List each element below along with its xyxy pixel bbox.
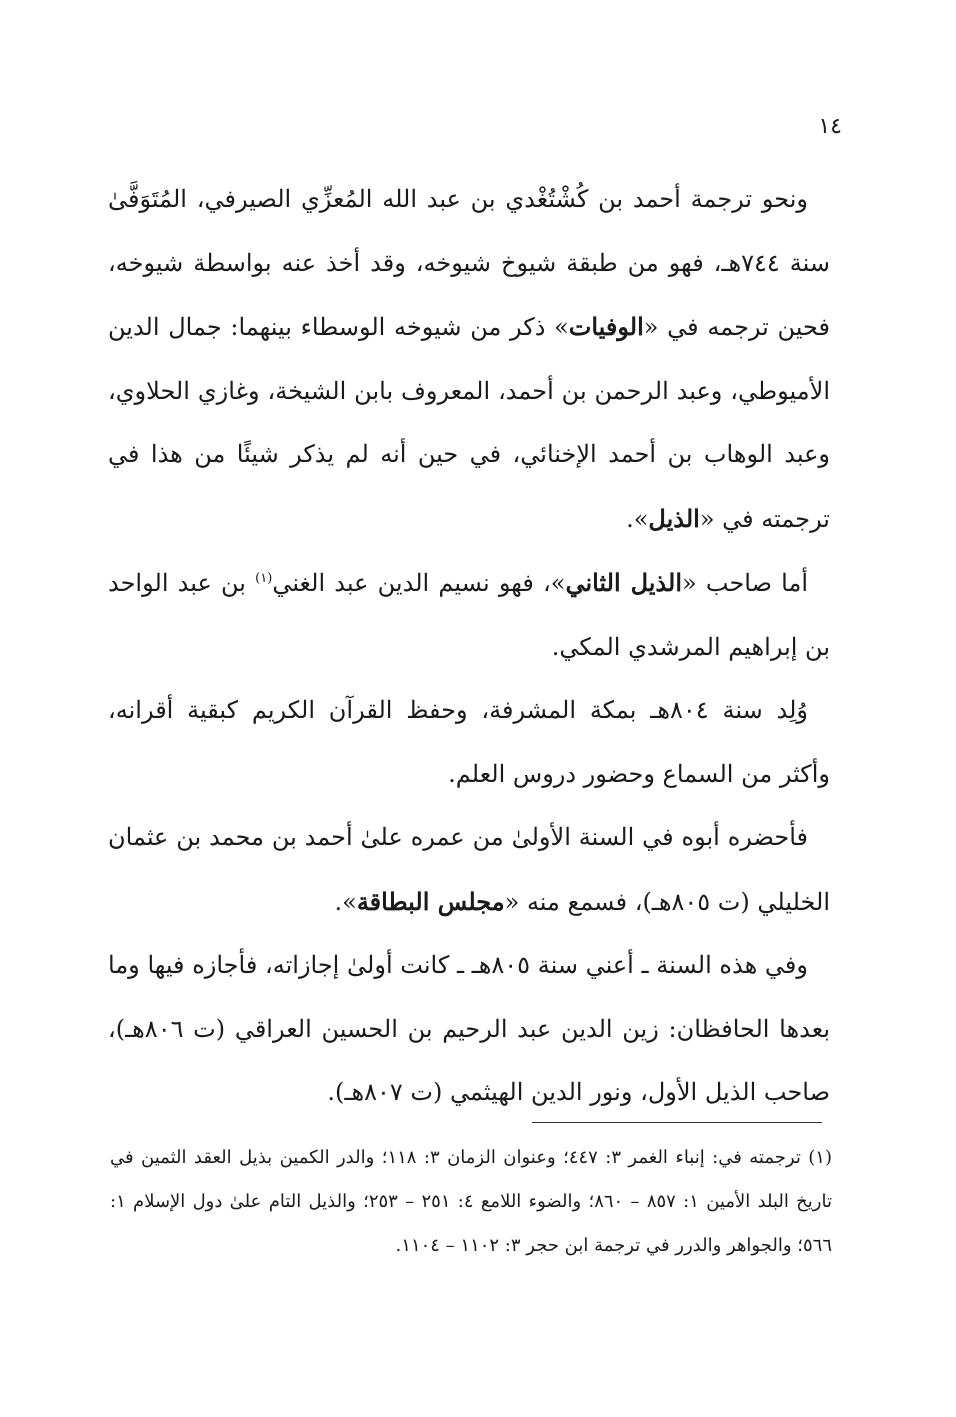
paragraph-1 <box>108 168 830 551</box>
footnotes <box>110 1136 832 1268</box>
paragraph-1-text-2: » ذكر من شيوخه الوسطاء بينهما: جمال الدين الأميوطي، وعبد الرحمن بن أحمد، المعروف بابن الشيخة، وغازي الحلاوي، وعبد الوهاب بن أحمد الإخنائي، في حين أنه لم يذكر شيئًا من هذا في ترجمته في « <box>108 313 830 533</box>
paragraph-2-text-3: بن عبد الواحد بن إبراهيم المرشدي المكي. <box>108 569 830 661</box>
page-number: ١٤ <box>818 114 842 139</box>
paragraph-4-text: فأحضره أبوه في السنة الأولىٰ من عمره علىٰ أحمد بن محمد بن عثمان الخليلي (ت ٨٠٥هـ)، فسمع منه « <box>108 823 830 916</box>
paragraph-5 <box>108 934 830 1125</box>
footnote-divider <box>532 1122 822 1123</box>
book-title-majlis: مجلس البطاقة <box>356 886 505 916</box>
paragraph-4-text-2: ». <box>334 887 357 916</box>
paragraph-4 <box>108 806 830 934</box>
paragraph-2 <box>108 551 830 679</box>
book-title-dhayl-thani: الذيل الثاني <box>565 568 683 597</box>
book-title-wafayat: الوفيات <box>568 312 644 341</box>
paragraph-3-text: وُلِد سنة ٨٠٤هـ بمكة المشرفة، وحفظ القرآن الكريم كبقية أقرانه، وأكثر من السماع وحضور دروس العلم. <box>108 696 830 788</box>
paragraph-1-text-3: ». <box>626 504 649 533</box>
footnote-marker[interactable]: (١) <box>255 571 273 586</box>
paragraph-3 <box>108 679 830 806</box>
paragraph-2-text-2: »، فهو نسيم الدين عبد الغني <box>272 569 566 597</box>
paragraph-2-text: أما صاحب « <box>682 569 809 597</box>
book-title-dhayl: الذيل <box>648 503 700 533</box>
paragraph-5-text: وفي هذه السنة ـ أعني سنة ٨٠٥هـ ـ كانت أولىٰ إجازاته، فأجازه فيها وما بعدها الحافظان: زين الدين عبد الرحيم بن الحسين العراقي (ت ٨٠٦هـ)، صاحب الذيل الأول، ونور الدين الهيثمي (ت ٨٠٧هـ). <box>108 951 830 1106</box>
paragraph-1-text: ونحو ترجمة أحمد بن كُشْتُغْدي بن عبد الله المُعزِّي الصيرفي، المُتَوَفَّىٰ سنة ٧٤٤هـ، فهو من طبقة شيوخ شيوخه، وقد أخذ عنه بواسطة شيوخه، فحين ترجمه في « <box>108 185 831 341</box>
main-text <box>108 168 830 1125</box>
footnote-1: (١) ترجمته في: إنباء الغمر ٣: ٤٤٧؛ وعنوان الزمان ٣: ١١٨؛ والدر الكمين بذيل العقد الثمين في تاريخ البلد الأمين ١: ٨٥٧ – ٨٦٠؛ والضوء اللامع ٤: ٢٥١ – ٢٥٣؛ والذيل التام علىٰ دول الإسلام ١: ٥٦٦؛ والجواهر والدرر في ترجمة ابن حجر ٣: ١١٠٢ – ١١٠٤. <box>110 1147 832 1256</box>
